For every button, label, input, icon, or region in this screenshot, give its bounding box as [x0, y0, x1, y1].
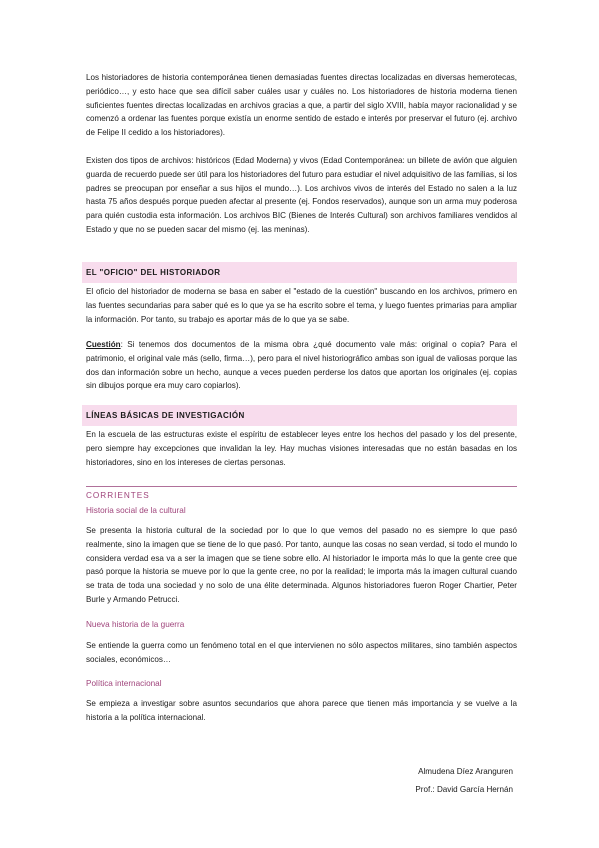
lineas-paragraph-1: En la escuela de las estructuras existe el espíritu de establecer leyes entre los hechos del pasado y los del presente, pero siempre hay excepciones que invalidan la ley. Hay muchas visiones interesadas que no están basadas en los historiadores, sino en los intereses de ciertas personas. — [86, 430, 517, 467]
corriente-title-1: Historia social de la cultural — [86, 506, 186, 515]
corriente-title-3: Política internacional — [86, 679, 162, 688]
lineas-heading-text: LÍNEAS BÁSICAS DE INVESTIGACIÓN — [86, 411, 245, 420]
cuestion-label: Cuestión — [86, 340, 121, 349]
corrientes-title: CORRIENTES — [86, 491, 150, 500]
signature-author: Almudena Díez Aranguren — [418, 767, 513, 776]
corriente-title-2: Nueva historia de la guerra — [86, 620, 185, 629]
corriente-text-3: Se empieza a investigar sobre asuntos secundarios que ahora parece que tienen más importancia y se vuelve a la historia a la política internacional. — [86, 699, 517, 722]
cuestion-text: : Si tenemos dos documentos de la misma obra ¿qué documento vale más: original o copia? Para el patrimonio, el original vale más (sello, firma…), pero para el nivel historiográfico ambas son igual de valiosas porque las dos dan información sobre un hecho, aunque a veces pueden perderse los datos que aportan los originales (ej. copias sin dibujos porque era muy caro copiarlos). — [86, 340, 517, 391]
corrientes-divider — [86, 486, 517, 487]
oficio-heading-text: EL "OFICIO" DEL HISTORIADOR — [86, 268, 221, 277]
signature-professor: Prof.: David García Hernán — [415, 785, 513, 794]
oficio-heading — [82, 262, 517, 283]
lineas-heading — [82, 405, 517, 426]
intro-paragraph-2: Existen dos tipos de archivos: históricos (Edad Moderna) y vivos (Edad Contemporánea: un billete de avión que alguien guarda de recuerdo puede ser útil para los historiadores del futuro para estudiar el nivel adquisitivo de las familias, si los padres se preocupan por enseñar a sus hijos el mundo…). Los archivos vivos de interés del Estado no salen a la luz hasta 75 años después porque pueden afectar al presente (ej. Fondos reservados), aunque son un arma muy poderosa para quién custodia esta información. Los archivos BIC (Bienes de Interés Cultural) son archivos familiares vendidos al Estado y que no se pueden sacar del mismo (ej. las meninas). — [86, 156, 518, 234]
corriente-text-1: Se presenta la historia cultural de la sociedad por lo que lo que vemos del pasado no es siempre lo que pasó realmente, sino la imagen que se tiene de lo que pasó. Por tanto, aunque las cosas no sean verdad, si todo el mundo lo considera verdad esa va a ser la imagen que se tiene sobre ello. Al historiador le importa más lo que la gente cree que pasó porque la historia se mueve por lo que la gente cree, no por la realidad; le importa más la imagen cultural cuando se trata de toda una sociedad y no solo de una élite determinada. Algunos historiadores fueron Roger Chartier, Peter Burle y Armando Petrucci. — [86, 526, 517, 604]
intro-paragraph-1: Los historiadores de historia contemporánea tienen demasiadas fuentes directas localizadas en diversas hemerotecas, periódico…, y esto hace que sea difícil saber cuáles usar y cuáles no. Los historiadores de historia moderna tienen suficientes fuentes directas localizadas en archivos gracias a que, a partir del siglo XVIII, había mayor racionalidad y se comenzó a ordenar las fuentes porque existía un enorme sentido de estado e interés por preservar el futuro (ej. archivo de Felipe II cedido a los historiadores). — [86, 73, 517, 138]
corriente-text-2: Se entiende la guerra como un fenómeno total en el que intervienen no sólo aspectos militares, sino también aspectos sociales, económicos… — [86, 641, 517, 664]
oficio-paragraph-1: El oficio del historiador de moderna se basa en saber el "estado de la cuestión" buscando en los archivos, primero en las fuentes secundarias para saber qué es lo que ya se ha escrito sobre el tema, y luego fuentes primarias para ampliar la información. Por tanto, su trabajo es aportar más de lo que ya se sabe. — [86, 287, 517, 324]
cuestion-paragraph — [86, 338, 517, 393]
